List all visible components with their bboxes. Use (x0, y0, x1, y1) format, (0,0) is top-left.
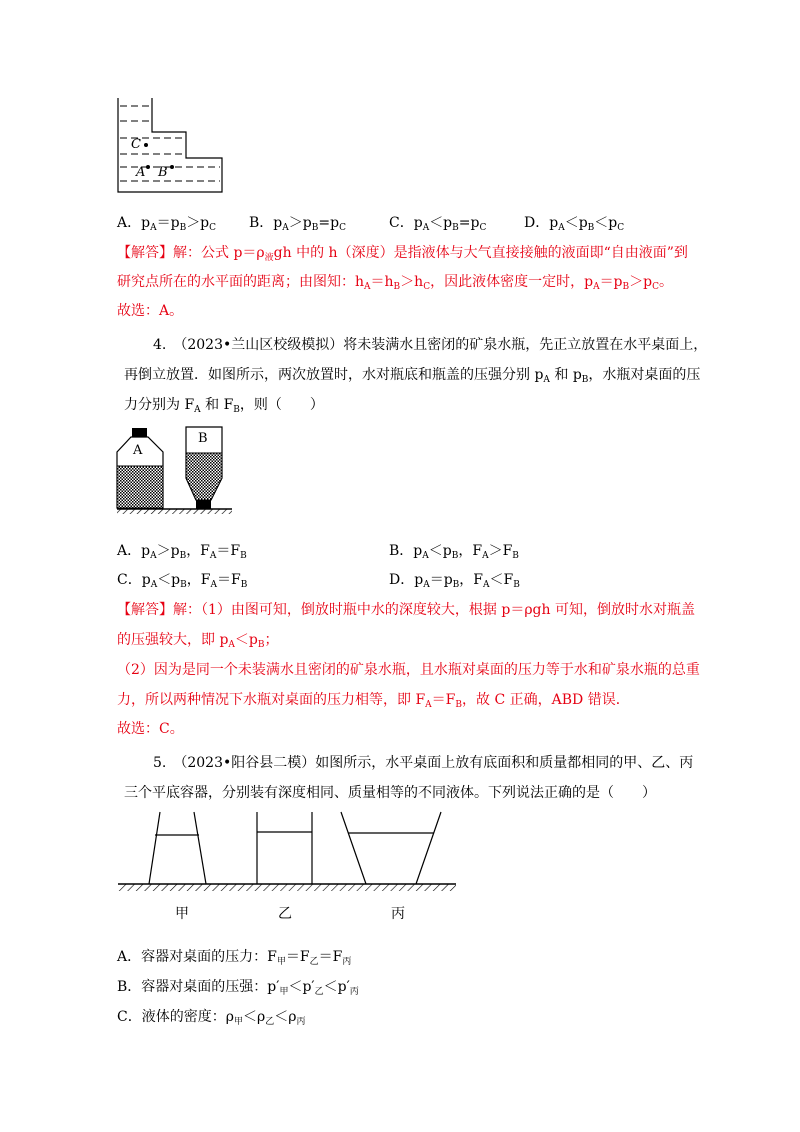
q4-option-d[interactable]: D．$p_A=p_B$，$F_A<F_B$ (389, 572, 520, 590)
q3-option-c[interactable]: C．$p_A<p_B=p_C$ (389, 215, 487, 233)
q3-option-a[interactable]: A．$p_A=p_B>p_C$ (117, 215, 217, 233)
q4-stem-line-2: 再倒立放置．如图所示，两次放置时，水对瓶底和瓶盖的压强分别 $p_A$ 和 $p_B$，水瓶对桌面的压 (124, 367, 701, 385)
q4-answer-line-3: （2）因为是同一个未装满水且密闭的矿泉水瓶，且水瓶对桌面的压力等于水和矿泉水瓶的总重 (117, 662, 700, 678)
q3-option-d[interactable]: D．$p_A<p_B<p_C$ (524, 215, 625, 233)
q3-option-b[interactable]: B．$p_A>p_B=p_C$ (249, 215, 346, 233)
q5-option-b[interactable]: B．容器对桌面的压强：$p'_甲<p'_乙<p'_丙$ (117, 979, 359, 997)
q3-answer-choice: 故选：A。 (117, 303, 184, 319)
q3-answer-line-1: 【解答】解：公式 $p=\rho_液gh$ 中的 h（深度）是指液体与大气直接接触的液面即“自由液面”到 (117, 245, 688, 263)
q4-answer-choice: 故选：C。 (117, 721, 184, 737)
q4-answer-line-1: 【解答】解：（1）由图可知，倒放时瓶中水的深度较大，根据 p＝ρgh 可知，倒放时水对瓶盖 (117, 602, 695, 618)
q4-option-a[interactable]: A．$p_A>p_B$，$F_A=F_B$ (117, 543, 247, 561)
q4-stem-line-1: 4. （2023•兰山区校级模拟）将未装满水且密闭的矿泉水瓶，先正立放置在水平桌面上， (153, 337, 708, 353)
q4-answer-line-2: 的压强较大，即 $p_A<p_B$； (117, 632, 279, 650)
bottle-a-label: A (133, 443, 143, 458)
q5-option-a[interactable]: A．容器对桌面的压力：$F_甲=F_乙=F_丙$ (117, 949, 352, 967)
point-c-label: C (131, 137, 141, 152)
q4-option-b[interactable]: B．$p_A<p_B$，$F_A>F_B$ (389, 543, 519, 561)
point-b-label: B (158, 165, 168, 180)
q5-option-c[interactable]: C．液体的密度：$\rho_甲<\rho_乙<\rho_丙$ (117, 1009, 306, 1027)
bottle-b-label: B (198, 431, 208, 446)
point-a-label: A (136, 165, 146, 180)
container-jia-label: 甲 (175, 906, 189, 922)
container-yi-label: 乙 (278, 906, 292, 922)
q5-stem-line-1: 5. （2023•阳谷县二模）如图所示，水平桌面上放有底面积和质量都相同的甲、乙、丙 (153, 755, 694, 771)
q3-answer-line-2: 研究点所在的水平面的距离；由图知：$h_A=h_B>h_C$，因此液体密度一定时，$p_A=p_B>p_C$。 (117, 274, 674, 292)
q5-stem-line-2: 三个平底容器，分别装有深度相同、质量相等的不同液体。下列说法正确的是（ ） (124, 785, 656, 801)
q4-stem-line-3: 力分别为 $F_A$ 和 $F_B$，则（ ） (124, 397, 324, 415)
q4-option-c[interactable]: C．$p_A<p_B$，$F_A=F_B$ (117, 572, 248, 590)
container-bing-label: 丙 (391, 906, 405, 922)
q4-answer-line-4: 力，所以两种情况下水瓶对桌面的压力相等，即 $F_A=F_B$，故 C 正确，ABD 错误． (117, 692, 630, 710)
